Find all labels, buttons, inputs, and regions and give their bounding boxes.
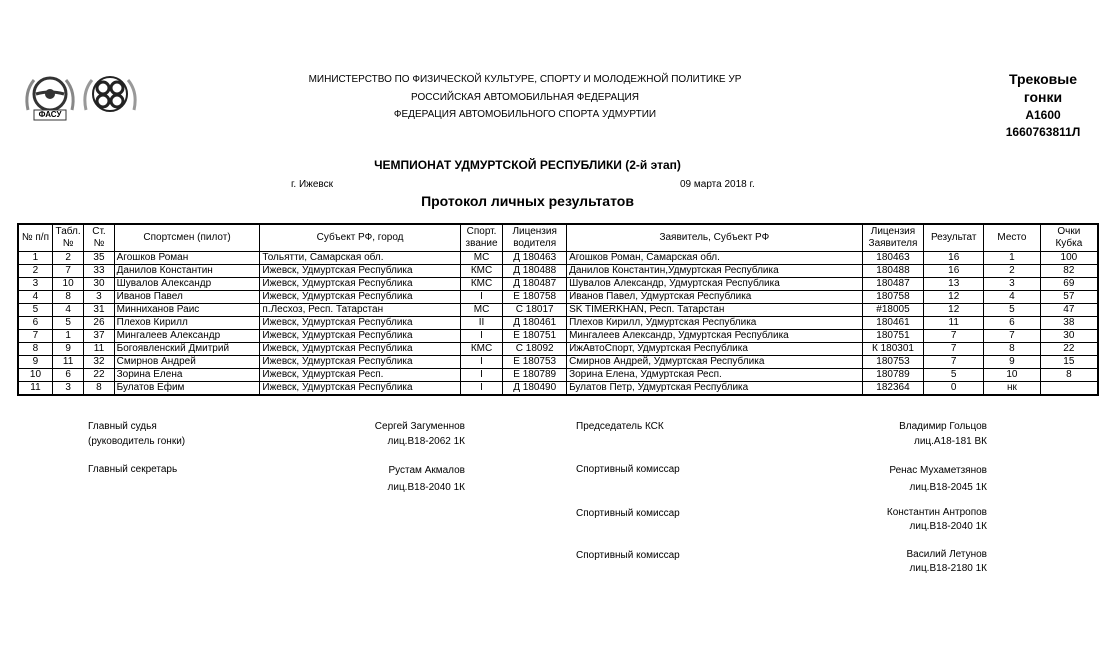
cell-region: Ижевск, Удмуртская Республика [260,278,460,291]
cell-num: 9 [18,356,52,369]
cell-driver: Плехов Кирилл [114,317,260,330]
chief-judge-title-line1: Главный судья [88,421,157,432]
cell-num: 10 [18,369,52,382]
cell-start: 11 [84,343,114,356]
cell-license: Е 180753 [503,356,567,369]
cell-entrant-license: 180789 [862,369,924,382]
cell-driver: Иванов Павел [114,291,260,304]
cell-region: Ижевск, Удмуртская Республика [260,291,460,304]
col-header-driver: Спортсмен (пилот) [114,224,260,252]
cell-num: 11 [18,382,52,396]
cell-region: Тольятти, Самарская обл. [260,252,460,265]
cell-points: 69 [1040,278,1098,291]
cell-entrant: Иванов Павел, Удмуртская Республика [567,291,863,304]
col-header-rank: Спорт. звание [460,224,503,252]
cell-region: п.Лесхоз, Респ. Татарстан [260,304,460,317]
event-city: г. Ижевск [291,179,333,190]
cell-result: 7 [924,330,984,343]
cell-entrant-license: 180463 [862,252,924,265]
cell-place: 4 [984,291,1041,304]
cell-tabl: 1 [52,330,83,343]
cell-tabl: 6 [52,369,83,382]
cell-place: 7 [984,330,1041,343]
secretary-name: Рустам Акмалов [388,465,465,476]
race-code: 1660763811Л [1005,125,1081,139]
cell-num: 4 [18,291,52,304]
championship-title: ЧЕМПИОНАТ УДМУРТСКОЙ РЕСПУБЛИКИ (2-й этап) [374,158,681,172]
col-header-tabl: Табл. № [52,224,83,252]
table-row [18,278,1098,291]
cell-rank: КМС [460,278,503,291]
cell-rank: КМС [460,343,503,356]
cell-driver: Данилов Константин [114,265,260,278]
chief-judge-title [88,419,185,449]
commissar1-name: Ренас Мухаметзянов [889,465,987,476]
cell-result: 11 [924,317,984,330]
cell-start: 30 [84,278,114,291]
cell-region: Ижевск, Удмуртская Республика [260,356,460,369]
cell-region: Ижевск, Удмуртская Республика [260,382,460,396]
table-row [18,330,1098,343]
cell-start: 8 [84,382,114,396]
cell-entrant-license: 180488 [862,265,924,278]
cell-start: 37 [84,330,114,343]
col-header-result: Результат [924,224,984,252]
cell-tabl: 10 [52,278,83,291]
cell-result: 7 [924,356,984,369]
cell-license: Д 180461 [503,317,567,330]
cell-num: 8 [18,343,52,356]
cell-start: 22 [84,369,114,382]
cell-driver: Смирнов Андрей [114,356,260,369]
cell-driver: Богоявленский Дмитрий [114,343,260,356]
table-header-row [18,224,1098,252]
cell-points: 47 [1040,304,1098,317]
cell-license: Е 180751 [503,330,567,343]
cell-place: 9 [984,356,1041,369]
col-header-region: Субъект РФ, город [260,224,460,252]
cell-place: 3 [984,278,1041,291]
cell-result: 16 [924,252,984,265]
cell-entrant: Булатов Петр, Удмуртская Республика [567,382,863,396]
commissar3-title: Спортивный комиссар [576,550,680,561]
cell-points: 38 [1040,317,1098,330]
cell-num: 6 [18,317,52,330]
cell-entrant-license: 180487 [862,278,924,291]
cell-entrant-license: 180751 [862,330,924,343]
cell-license: Д 180490 [503,382,567,396]
event-date: 09 марта 2018 г. [680,179,755,190]
commissar3-license: лиц.В18-2180 1К [909,563,987,574]
cell-place: 6 [984,317,1041,330]
table-row [18,317,1098,330]
col-header-license: Лицензия водителя [503,224,567,252]
cell-points: 22 [1040,343,1098,356]
cell-region: Ижевск, Удмуртская Республика [260,343,460,356]
race-type-line2: гонки [1023,89,1063,105]
table-row [18,369,1098,382]
commissar3-sign [800,548,987,576]
race-type-line1: Трековые [1008,71,1078,87]
cell-driver: Зорина Елена [114,369,260,382]
cell-rank: I [460,382,503,396]
table-row [18,252,1098,265]
commissar2-title: Спортивный комиссар [576,508,680,519]
ksk-name: Владимир Гольцов [899,421,987,432]
cell-points: 30 [1040,330,1098,343]
table-row [18,382,1098,396]
table-row [18,304,1098,317]
cell-start: 35 [84,252,114,265]
race-class: А1600 [1025,108,1061,122]
commissar2-name: Константин Антропов [886,507,987,518]
commissar1-sign [800,462,987,496]
chief-judge-license: лиц.В18-2062 1К [387,436,465,447]
ksk-title: Председатель КСК [576,421,664,432]
cell-result: 12 [924,291,984,304]
cell-place: 1 [984,252,1041,265]
cell-tabl: 2 [52,252,83,265]
cell-result: 7 [924,343,984,356]
cell-place: 8 [984,343,1041,356]
cell-rank: I [460,369,503,382]
cell-entrant: Плехов Кирилл, Удмуртская Республика [567,317,863,330]
cell-rank: МС [460,304,503,317]
cell-place: 5 [984,304,1041,317]
cell-rank: МС [460,252,503,265]
protocol-title: Протокол личных результатов [421,193,634,209]
cell-entrant: Зорина Елена, Удмуртская Респ. [567,369,863,382]
col-header-start: Ст. № [84,224,114,252]
cell-entrant: Шувалов Александр, Удмуртская Республика [567,278,863,291]
cell-license: Е 180789 [503,369,567,382]
cell-rank: I [460,291,503,304]
commissar2-license: лиц.В18-2040 1К [909,521,987,532]
cell-start: 31 [84,304,114,317]
secretary-sign [300,462,465,496]
cell-place: нк [984,382,1041,396]
cell-points: 82 [1040,265,1098,278]
cell-result: 16 [924,265,984,278]
cell-result: 5 [924,369,984,382]
cell-tabl: 5 [52,317,83,330]
cell-entrant: ИжАвтоСпорт, Удмуртская Республика [567,343,863,356]
secretary-license: лиц.В18-2040 1К [387,482,465,493]
fasu-logo-text: ФАСУ [38,110,62,119]
cell-license: Д 180463 [503,252,567,265]
cell-entrant-license: К 180301 [862,343,924,356]
cell-points: 57 [1040,291,1098,304]
fasu-logo [22,70,78,122]
cell-num: 5 [18,304,52,317]
cell-rank: II [460,317,503,330]
col-header-num: № п/п [18,224,52,252]
cell-region: Ижевск, Удмуртская Республика [260,317,460,330]
cell-license: Е 180758 [503,291,567,304]
ksk-sign [800,419,987,449]
cell-entrant: Данилов Константин,Удмуртская Республика [567,265,863,278]
cell-tabl: 7 [52,265,83,278]
org-line-fasu: ФЕДЕРАЦИЯ АВТОМОБИЛЬНОГО СПОРТА УДМУРТИИ [393,109,657,120]
cell-start: 3 [84,291,114,304]
commissar3-name: Василий Летунов [906,549,987,560]
org-line-ministry: МИНИСТЕРСТВО ПО ФИЗИЧЕСКОЙ КУЛЬТУРЕ, СПОРТУ И МОЛОДЕЖНОЙ ПОЛИТИКЕ УР [308,74,742,85]
results-table [17,223,1099,396]
cell-region: Ижевск, Удмуртская Республика [260,330,460,343]
cell-start: 26 [84,317,114,330]
race-type [990,70,1096,106]
chief-judge-sign [300,419,465,449]
table-row [18,291,1098,304]
commissar1-title: Спортивный комиссар [576,464,680,475]
cell-license: С 18092 [503,343,567,356]
cell-region: Ижевск, Удмуртская Респ. [260,369,460,382]
cell-rank: I [460,330,503,343]
cell-points: 8 [1040,369,1098,382]
cell-region: Ижевск, Удмуртская Республика [260,265,460,278]
cell-tabl: 4 [52,304,83,317]
cell-entrant: SK TIMERKHAN, Респ. Татарстан [567,304,863,317]
cell-driver: Агошков Роман [114,252,260,265]
cell-start: 32 [84,356,114,369]
cell-num: 2 [18,265,52,278]
chief-judge-title-line2: (руководитель гонки) [88,436,186,447]
cell-entrant: Агошков Роман, Самарская обл. [567,252,863,265]
cell-num: 7 [18,330,52,343]
cell-entrant-license: 180758 [862,291,924,304]
ksk-license: лиц.А18-181 ВК [913,436,987,447]
cell-entrant: Смирнов Андрей, Удмуртская Республика [567,356,863,369]
cell-tabl: 8 [52,291,83,304]
col-header-entrant-license: Лицензия Заявителя [862,224,924,252]
cell-license: Д 180487 [503,278,567,291]
chief-judge-name: Сергей Загуменнов [374,421,465,432]
cell-entrant: Мингалеев Александр, Удмуртская Республика [567,330,863,343]
cell-points [1040,382,1098,396]
cell-tabl: 11 [52,356,83,369]
col-header-place: Место [984,224,1041,252]
raf-logo [82,72,138,120]
cell-result: 13 [924,278,984,291]
cell-driver: Мингалеев Александр [114,330,260,343]
col-header-points: Очки Кубка [1040,224,1098,252]
cell-result: 0 [924,382,984,396]
cell-tabl: 3 [52,382,83,396]
cell-place: 2 [984,265,1041,278]
cell-points: 100 [1040,252,1098,265]
cell-license: Д 180488 [503,265,567,278]
cell-tabl: 9 [52,343,83,356]
commissar1-license: лиц.В18-2045 1К [909,482,987,493]
cell-points: 15 [1040,356,1098,369]
org-line-raf: РОССИЙСКАЯ АВТОМОБИЛЬНАЯ ФЕДЕРАЦИЯ [411,92,639,103]
commissar2-sign [800,506,987,534]
table-row [18,343,1098,356]
cell-num: 1 [18,252,52,265]
cell-start: 33 [84,265,114,278]
cell-driver: Шувалов Александр [114,278,260,291]
table-row [18,265,1098,278]
cell-num: 3 [18,278,52,291]
cell-result: 12 [924,304,984,317]
cell-driver: Минниханов Раис [114,304,260,317]
secretary-title: Главный секретарь [88,464,178,475]
col-header-entrant: Заявитель, Субъект РФ [567,224,863,252]
cell-driver: Булатов Ефим [114,382,260,396]
cell-entrant-license: 182364 [862,382,924,396]
table-row [18,356,1098,369]
cell-entrant-license: 180753 [862,356,924,369]
cell-entrant-license: #18005 [862,304,924,317]
cell-place: 10 [984,369,1041,382]
cell-entrant-license: 180461 [862,317,924,330]
cell-rank: КМС [460,265,503,278]
cell-rank: I [460,356,503,369]
cell-license: С 18017 [503,304,567,317]
